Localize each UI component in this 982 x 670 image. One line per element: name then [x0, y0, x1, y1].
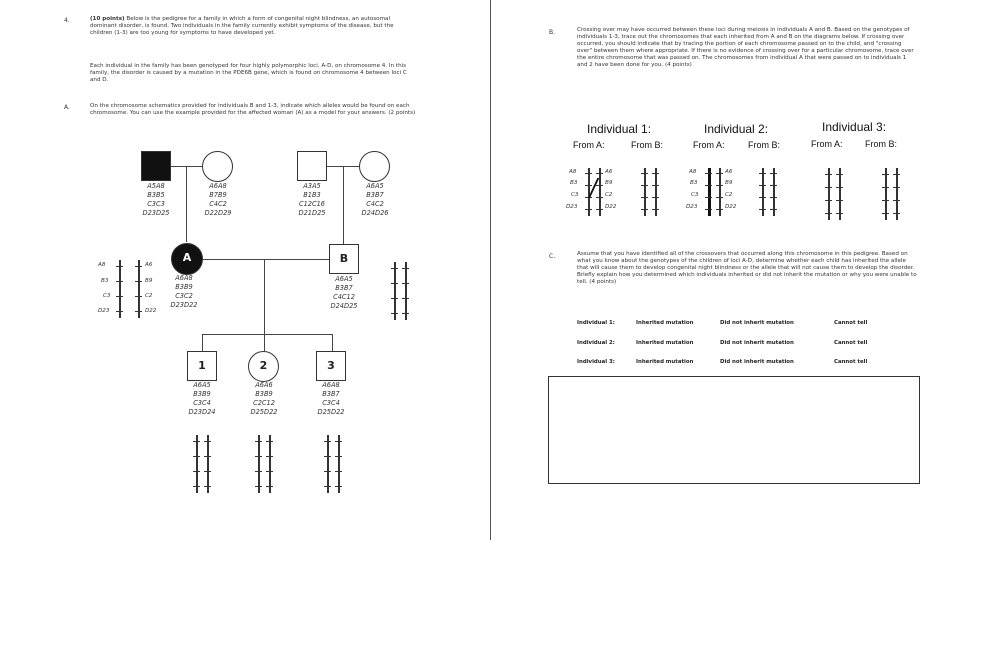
option-cannot-tell[interactable]: Cannot tell — [834, 320, 868, 326]
question-a-number: A. — [64, 104, 70, 111]
locus-tick — [652, 197, 659, 198]
descent-line-children — [264, 259, 265, 334]
locus-tick — [204, 441, 211, 442]
child-2-line — [264, 334, 265, 351]
locus-tick — [836, 213, 843, 214]
chromosome[interactable] — [327, 435, 329, 493]
question-a-text: On the chromosome schematics provided for individuals B and 1-3, indicate which alleles would be found on each chromosome. You can use the example provided for the affected woman (A) as a model for your answers. (2 points) — [90, 103, 416, 116]
locus-tick — [324, 456, 331, 457]
locus-tick — [825, 200, 832, 201]
grandmother-1-female — [202, 151, 233, 182]
locus-tick — [402, 268, 409, 269]
locus-tick — [266, 441, 273, 442]
locus-tick — [116, 296, 123, 297]
genotype-line: C3C4 — [322, 399, 340, 407]
locus-label: D22 — [725, 204, 737, 210]
locus-tick — [585, 209, 592, 210]
locus-label: B3 — [690, 180, 698, 186]
genotype-gp2-male — [281, 182, 343, 218]
locus-tick — [716, 197, 723, 198]
locus-tick — [204, 471, 211, 472]
locus-tick — [759, 209, 766, 210]
question-c-number: C. — [549, 253, 556, 260]
genotype-line: C12C16 — [299, 200, 325, 208]
row-label: Individual 1: — [577, 320, 615, 326]
locus-tick — [204, 486, 211, 487]
locus-tick — [759, 197, 766, 198]
locus-tick — [255, 456, 262, 457]
chromosome[interactable] — [258, 435, 260, 493]
locus-tick — [641, 185, 648, 186]
individual-3-from-b: From B: — [865, 139, 898, 149]
genotype-individual-3 — [301, 381, 361, 417]
locus-tick — [596, 173, 603, 174]
individual-2-label: 2 — [259, 359, 268, 372]
genotype-line: B3B7 — [322, 390, 340, 398]
question-4-text-2: Each individual in the family has been genotyped for four highly polymorphic loci, A-D, on chromosome 4. In this family, the disorder is caused by a mutation in the PDE6B gene, which is found on chromosome 4 between loci C and D. — [90, 63, 407, 83]
locus-tick — [116, 266, 123, 267]
locus-tick — [391, 298, 398, 299]
locus-tick — [825, 174, 832, 175]
genotype-line: D24D26 — [361, 209, 389, 217]
genotype-individual-a — [154, 274, 214, 310]
chromosome[interactable] — [207, 435, 209, 493]
genotype-line: B3B7 — [335, 284, 353, 292]
locus-tick — [324, 486, 331, 487]
locus-label: D22 — [145, 308, 157, 314]
option-did-not-inherit[interactable]: Did not inherit mutation — [720, 359, 794, 365]
locus-tick — [836, 200, 843, 201]
genotype-line: A6A8 — [209, 182, 227, 190]
locus-label: C3 — [103, 293, 111, 299]
option-did-not-inherit[interactable]: Did not inherit mutation — [720, 340, 794, 346]
individual-3-title: Individual 3: — [822, 120, 887, 134]
locus-tick — [266, 486, 273, 487]
genotype-line: C2C12 — [253, 399, 275, 407]
chromosome[interactable] — [394, 262, 396, 320]
individual-1-label: 1 — [198, 359, 206, 372]
grandfather-2-male — [297, 151, 327, 181]
locus-tick — [836, 187, 843, 188]
individual-1-from-a: From A: — [573, 140, 605, 150]
locus-tick — [770, 173, 777, 174]
locus-tick — [882, 174, 889, 175]
individual-2-title: Individual 2: — [704, 122, 769, 136]
genotype-line: D21D25 — [298, 209, 326, 217]
individual-a-label: A — [182, 251, 192, 264]
genotype-gp1-male — [126, 182, 186, 218]
locus-tick — [882, 200, 889, 201]
locus-tick — [716, 173, 723, 174]
locus-tick — [135, 281, 142, 282]
locus-label: B3 — [570, 180, 578, 186]
genotype-line: A6A5 — [335, 275, 353, 283]
locus-tick — [770, 209, 777, 210]
locus-tick — [193, 456, 200, 457]
locus-tick — [402, 283, 409, 284]
locus-label: D23 — [566, 204, 578, 210]
genotype-individual-2 — [234, 381, 294, 417]
chromosome[interactable] — [405, 262, 407, 320]
genotype-line: A6A6 — [255, 381, 273, 389]
locus-label: A6 — [145, 262, 153, 268]
locus-tick — [770, 197, 777, 198]
locus-tick — [391, 268, 398, 269]
locus-label: C2 — [605, 192, 613, 198]
row-label: Individual 2: — [577, 340, 615, 346]
locus-tick — [391, 283, 398, 284]
sibship-line — [202, 334, 332, 335]
locus-tick — [759, 173, 766, 174]
locus-label: C2 — [725, 192, 733, 198]
locus-label: A8 — [689, 169, 697, 175]
grandfather-1-affected-male — [141, 151, 171, 181]
grandmother-2-female — [359, 151, 390, 182]
option-inherited-mutation[interactable]: Inherited mutation — [636, 320, 694, 326]
locus-tick — [893, 174, 900, 175]
locus-tick — [585, 185, 592, 186]
locus-label: A8 — [98, 262, 106, 268]
locus-tick — [716, 209, 723, 210]
individual-1-title: Individual 1: — [587, 122, 652, 136]
locus-label: B9 — [145, 278, 153, 284]
child-3-line — [332, 334, 333, 351]
genotype-line: D23D22 — [170, 301, 198, 309]
locus-tick — [255, 486, 262, 487]
genotype-individual-b — [314, 275, 374, 311]
individual-2-from-a: From A: — [693, 140, 725, 150]
individual-2-from-b: From B: — [748, 140, 781, 150]
locus-tick — [402, 313, 409, 314]
locus-tick — [204, 456, 211, 457]
question-4-number: 4. — [64, 17, 70, 24]
locus-label: C3 — [571, 192, 579, 198]
locus-tick — [135, 266, 142, 267]
question-4-body: Below is the pedigree for a family in which a form of congenital night blindness, an autosomal dominant disorder, is found. Two individuals in the family currently exhibit symptoms of the disease, but the children (1-3) are too young for symptoms to have developed yet. — [90, 16, 394, 36]
locus-tick — [641, 173, 648, 174]
locus-tick — [652, 173, 659, 174]
locus-tick — [391, 313, 398, 314]
genotype-line: A5A8 — [147, 182, 165, 190]
question-b-number: B. — [549, 29, 556, 36]
question-c-text: Assume that you have identified all of the crossovers that occurred along this chromosome in this pedigree. Based on what you know about the genotypes of the children of loci A-D, determine whether each child has inherited the allele that will cause them to develop congenital night blindness or the allele that will not cause them to develop the disorder. Briefly explain how you determined which individuals inherited or did not inherit the mutation or why you were unable to tell. (4 points) — [577, 251, 917, 285]
chromosome[interactable] — [269, 435, 271, 493]
genotype-line: D23D24 — [188, 408, 216, 416]
locus-tick — [324, 471, 331, 472]
locus-tick — [652, 209, 659, 210]
descent-line-1 — [186, 166, 187, 242]
locus-tick — [324, 441, 331, 442]
genotype-individual-1 — [172, 381, 232, 417]
locus-tick — [335, 471, 342, 472]
locus-tick — [255, 441, 262, 442]
locus-tick — [641, 197, 648, 198]
locus-label: B9 — [725, 180, 733, 186]
genotype-line: C3C2 — [175, 292, 193, 300]
row-label: Individual 3: — [577, 359, 615, 365]
genotype-gp1-female — [188, 182, 248, 218]
genotype-line: C4C12 — [333, 293, 355, 301]
locus-tick — [652, 185, 659, 186]
genotype-line: B1B3 — [303, 191, 321, 199]
genotype-line: A6A5 — [193, 381, 211, 389]
locus-tick — [705, 209, 712, 210]
locus-label: B9 — [605, 180, 613, 186]
individual-b-label: B — [339, 252, 349, 265]
locus-tick — [335, 456, 342, 457]
locus-tick — [705, 173, 712, 174]
locus-tick — [893, 200, 900, 201]
chromosome — [119, 260, 121, 318]
locus-label: C3 — [691, 192, 699, 198]
locus-tick — [716, 185, 723, 186]
genotype-line: B3B9 — [193, 390, 211, 398]
locus-tick — [705, 185, 712, 186]
genotype-line: B3B9 — [175, 283, 193, 291]
locus-tick — [596, 209, 603, 210]
locus-tick — [825, 187, 832, 188]
individual-1-from-b: From B: — [631, 140, 664, 150]
genotype-line: D24D25 — [330, 302, 358, 310]
locus-tick — [335, 486, 342, 487]
locus-label: D23 — [98, 308, 110, 314]
genotype-line: D23D25 — [142, 209, 170, 217]
option-cannot-tell[interactable]: Cannot tell — [834, 359, 868, 365]
locus-label: D23 — [686, 204, 698, 210]
genotype-line: B7B9 — [209, 191, 227, 199]
genotype-line: C4C2 — [366, 200, 384, 208]
genotype-line: B3B5 — [147, 191, 165, 199]
option-did-not-inherit[interactable]: Did not inherit mutation — [720, 320, 794, 326]
page-divider — [490, 0, 491, 540]
genotype-line: B3B9 — [255, 390, 273, 398]
option-cannot-tell[interactable]: Cannot tell — [834, 340, 868, 346]
locus-tick — [402, 298, 409, 299]
genotype-gp2-female — [344, 182, 406, 218]
locus-tick — [193, 441, 200, 442]
option-inherited-mutation[interactable]: Inherited mutation — [636, 340, 694, 346]
genotype-line: B3B7 — [366, 191, 384, 199]
genotype-line: A6A5 — [366, 182, 384, 190]
locus-tick — [193, 471, 200, 472]
locus-tick — [893, 213, 900, 214]
chromosome — [138, 260, 140, 318]
individual-3-label: 3 — [327, 359, 335, 372]
genotype-line: C3C4 — [193, 399, 211, 407]
locus-label: A6 — [725, 169, 733, 175]
option-inherited-mutation[interactable]: Inherited mutation — [636, 359, 694, 365]
locus-tick — [135, 296, 142, 297]
genotype-line: C3C3 — [147, 200, 165, 208]
locus-tick — [255, 471, 262, 472]
locus-tick — [825, 213, 832, 214]
question-4-text — [90, 16, 410, 37]
locus-label: A8 — [569, 169, 577, 175]
genotype-line: A3A5 — [303, 182, 321, 190]
explanation-answer-box[interactable] — [548, 376, 920, 484]
locus-tick — [266, 471, 273, 472]
locus-tick — [193, 486, 200, 487]
locus-tick — [335, 441, 342, 442]
locus-tick — [882, 187, 889, 188]
genotype-line: D22D29 — [204, 209, 232, 217]
individual-3-from-a: From A: — [811, 139, 843, 149]
locus-tick — [135, 311, 142, 312]
locus-tick — [705, 197, 712, 198]
child-1-line — [202, 334, 203, 351]
locus-tick — [641, 209, 648, 210]
question-b-text: Crossing over may have occurred between these loci during meiosis in individuals A and B. Based on the genotypes of individuals 1-3, trace out the chromosomes that each inherited from A and B on the diagrams below. If crossing over occurred, you should indicate that by tracing the portion of each chromosome passed on to the child, and "crossing over" between them where appropriate. If there is no evidence of crossing over for a particular chromosome, trace over the entire chromosome that was passed on. The chromosomes from individual A that were passed on to individuals 1 and 2 have been done for you. (4 points) — [577, 27, 914, 68]
locus-tick — [759, 185, 766, 186]
mating-line-parents — [203, 259, 329, 260]
genotype-line: D25D22 — [250, 408, 278, 416]
genotype-line: D25D22 — [317, 408, 345, 416]
locus-label: D22 — [605, 204, 617, 210]
locus-tick — [585, 173, 592, 174]
locus-tick — [882, 213, 889, 214]
locus-tick — [836, 174, 843, 175]
chromosome[interactable] — [338, 435, 340, 493]
locus-tick — [770, 185, 777, 186]
question-4-points: (10 points) — [90, 16, 125, 22]
locus-tick — [116, 281, 123, 282]
locus-tick — [116, 311, 123, 312]
locus-label: C2 — [145, 293, 153, 299]
chromosome[interactable] — [196, 435, 198, 493]
locus-tick — [266, 456, 273, 457]
genotype-line: A6A8 — [175, 274, 193, 282]
locus-label: A6 — [605, 169, 613, 175]
locus-label: B3 — [101, 278, 109, 284]
genotype-line: C4C2 — [209, 200, 227, 208]
locus-tick — [893, 187, 900, 188]
genotype-line: A6A8 — [322, 381, 340, 389]
